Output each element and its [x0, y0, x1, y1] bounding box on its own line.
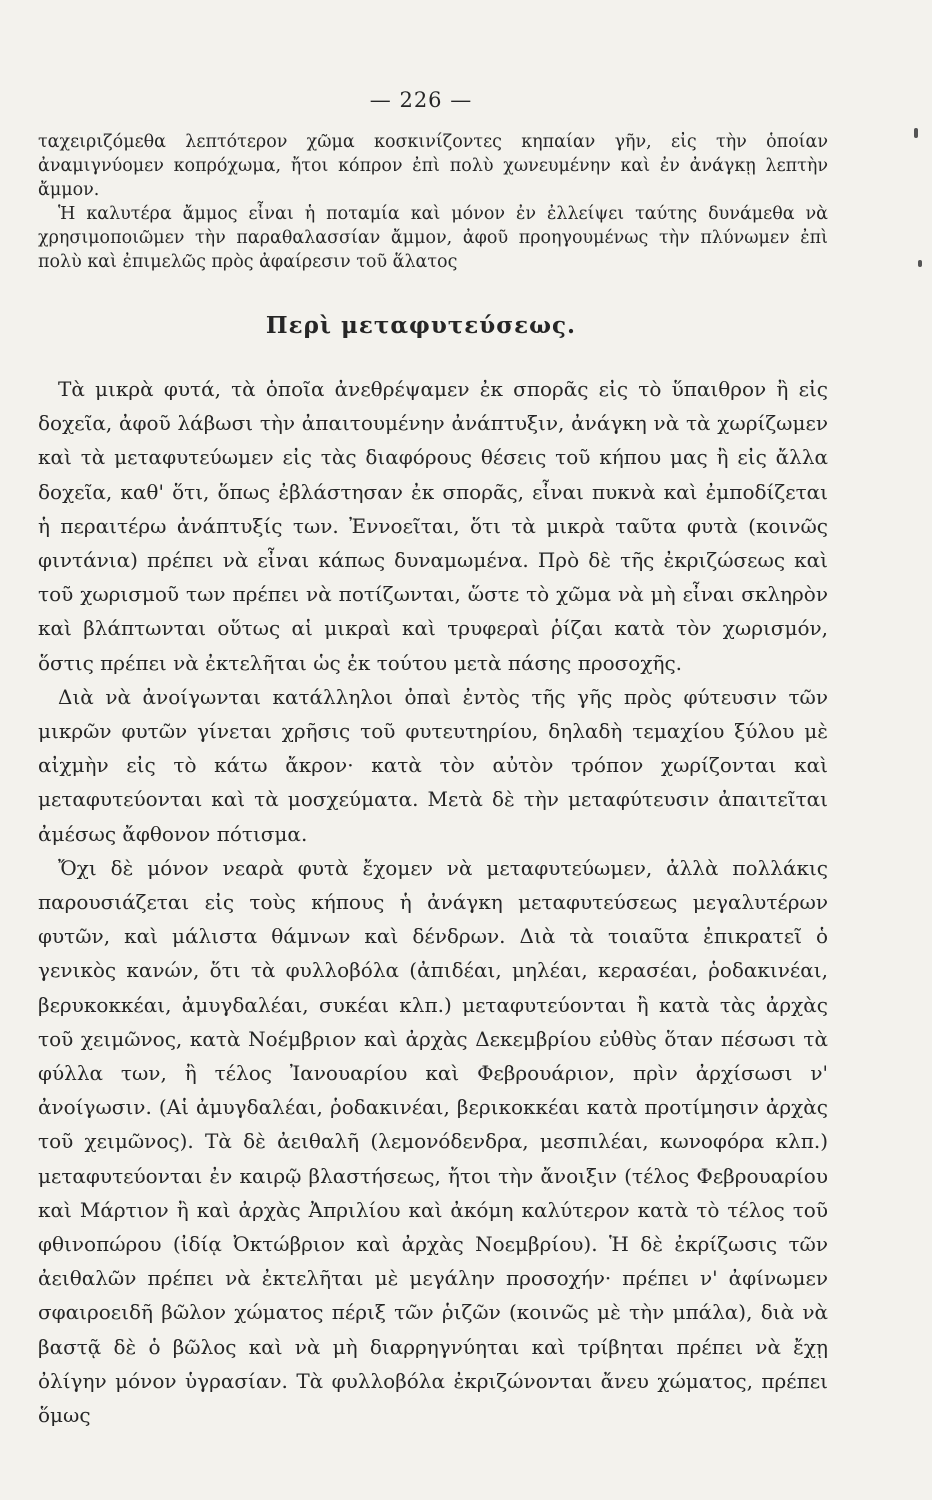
paragraph: Τὰ μικρὰ φυτά, τὰ ὁποῖα ἀνεθρέψαμεν ἐκ σπορᾶς εἰς τὸ ὕπαιθρον ἢ εἰς δοχεῖα, ἀφοῦ λάβωσι τὴν ἀπαιτουμένην ἀνάπτυξιν, ἀνάγκη νὰ τὰ χωρίζωμεν καὶ τὰ μεταφυτεύωμεν εἰς τὰς διαφόρους θέσεις τοῦ κήπου μας ἢ εἰς ἄλλα δοχεῖα, καθ' ὅτι, ὅπως ἐβλάστησαν ἐκ σπορᾶς, εἶναι πυκνὰ καὶ ἐμποδίζεται ἡ περαιτέρω ἀνάπτυξίς των. Ἐννοεῖται, ὅτι τὰ μικρὰ ταῦτα φυτὰ (κοινῶς φιντάνια) πρέπει νὰ εἶναι κάπως δυναμωμένα. Πρὸ δὲ τῆς ἐκριζώσεως καὶ τοῦ χωρισμοῦ των πρέπει νὰ ποτίζωνται, ὥστε τὸ χῶμα νὰ μὴ εἶναι σκληρὸν καὶ βλάπτωνται οὕτως αἱ μικραὶ καὶ τρυφεραὶ ῥίζαι κατὰ τὸν χωρισμόν, ὅστις πρέπει νὰ ἐκτελῆται ὡς ἐκ τούτου μετὰ πάσης προσοχῆς.: [38, 377, 828, 675]
paragraph: ταχειριζόμεθα λεπτότερον χῶμα κοσκινίζοντες κηπαίαν γῆν, εἰς τὴν ὁποίαν ἀναμιγνύομεν κοπρόχωμα, ἤτοι κόπρον ἐπὶ πολὺ χωνευμένην καὶ ἐν ἀνάγκῃ λεπτὴν ἄμμον.: [38, 132, 828, 200]
paper-speck: [914, 128, 918, 138]
intro-text: [38, 130, 828, 274]
paper-speck: [918, 260, 922, 267]
paragraph: Διὰ νὰ ἀνοίγωνται κατάλληλοι ὀπαὶ ἐντὸς τῆς γῆς πρὸς φύτευσιν τῶν μικρῶν φυτῶν γίνεται χρῆσις τοῦ φυτευτηρίου, δηλαδὴ τεμαχίου ξύλου μὲ αἰχμὴν εἰς τὸ κάτω ἄκρον· κατὰ τὸν αὐτὸν τρόπον χωρίζονται καὶ μεταφυτεύονται καὶ τὰ μοσχεύματα. Μετὰ δὲ τὴν μεταφύτευσιν ἀπαιτεῖται ἀμέσως ἄφθονον πότισμα.: [38, 684, 828, 846]
section-body: [38, 372, 828, 1432]
paragraph: Ἡ καλυτέρα ἄμμος εἶναι ἡ ποταμία καὶ μόνον ἐν ἐλλείψει ταύτης δυνάμεθα νὰ χρησιμοποιῶμεν τὴν παραθαλασσίαν ἄμμον, ἀφοῦ προηγουμένως τὴν πλύνωμεν ἐπὶ πολὺ καὶ ἐπιμελῶς πρὸς ἀφαίρεσιν τοῦ ἅλατος: [38, 204, 828, 272]
paragraph: Ὄχι δὲ μόνον νεαρὰ φυτὰ ἔχομεν νὰ μεταφυτεύωμεν, ἀλλὰ πολλάκις παρουσιάζεται εἰς τοὺς κήπους ἡ ἀνάγκη μεταφυτεύσεως μεγαλυτέρων φυτῶν, καὶ μάλιστα θάμνων καὶ δένδρων. Διὰ τὰ τοιαῦτα ἐπικρατεῖ ὁ γενικὸς κανών, ὅτι τὰ φυλλοβόλα (ἀπιδέαι, μηλέαι, κερασέαι, ῥοδακινέαι, βερυκοκκέαι, ἀμυγδαλέαι, συκέαι κλπ.) μεταφυτεύονται ἢ κατὰ τὰς ἀρχὰς τοῦ χειμῶνος, κατὰ Νοέμβριον καὶ ἀρχὰς Δεκεμβρίου εὐθὺς ὅταν πέσωσι τὰ φύλλα των, ἢ τέλος Ἰανουαρίου καὶ Φεβρουάριον, πρὶν ἀρχίσωσι ν' ἀνοίγωσιν. (Αἱ ἀμυγδαλέαι, ῥοδακινέαι, βερικοκκέαι κατὰ προτίμησιν ἀρχὰς τοῦ χειμῶνος). Τὰ δὲ ἀειθαλῆ (λεμονόδενδρα, μεσπιλέαι, κωνοφόρα κλπ.) μεταφυτεύονται ἐν καιρῷ βλαστήσεως, ἤτοι τὴν ἄνοιξιν (τέλος Φεβρουαρίου καὶ Μάρτιον ἢ καὶ ἀρχὰς Ἀπριλίου καὶ ἀκόμη καλύτερον κατὰ τὸ τέλος τοῦ φθινοπώρου (ἰδίᾳ Ὀκτώβριον καὶ ἀρχὰς Νοεμβρίου). Ἡ δὲ ἐκρίζωσις τῶν ἀειθαλῶν πρέπει νὰ ἐκτελῆται μὲ μεγάλην προσοχήν· πρέπει ν' ἀφίνωμεν σφαιροειδῆ βῶλον χώματος πέριξ τῶν ῥιζῶν (κοινῶς μὲ τὴν μπάλα), διὰ νὰ βαστᾷ δὲ ὁ βῶλος καὶ νὰ μὴ διαρρηγνύηται καὶ τρίβηται πρέπει νὰ ἔχῃ ὀλίγην μόνον ὑγρασίαν. Τὰ φυλλοβόλα ἐκριζώνονται ἄνευ χώματος, πρέπει ὅμως: [38, 855, 828, 1428]
page-number: — 226 —: [369, 88, 473, 112]
section-heading: Περὶ μεταφυτεύσεως.: [265, 312, 577, 339]
